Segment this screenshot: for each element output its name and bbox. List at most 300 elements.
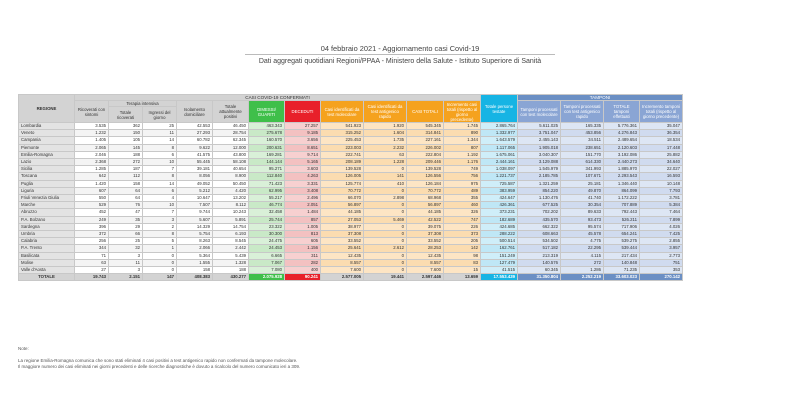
title-divider [245,54,555,55]
region-name: Marche [19,202,75,209]
table-cell: 8.557 [321,259,364,266]
table-cell: 1.221.737 [481,173,518,180]
table-cell: 3.408 [285,187,321,194]
table-cell: 2.120.603 [604,144,640,151]
table-cell: 3 [109,267,143,274]
table-cell: 5.611.025 [518,123,561,130]
table-cell: 8 [143,173,177,180]
table-cell: 205 [444,238,481,245]
total-cell: 270.142 [640,274,683,281]
table-cell: 39.181 [177,166,213,173]
table-cell: 545.345 [407,123,444,130]
header-molecolare: Casi identificati da test molecolare [321,101,364,123]
table-row [19,159,683,166]
table-cell: 25.744 [249,216,285,223]
region-name: P.A. Trento [19,245,75,252]
table-row [19,245,683,252]
table-cell: 25.641 [321,245,364,252]
total-cell: 17.553.439 [481,274,518,281]
table-cell: 47 [109,209,143,216]
table-cell: 25.181 [561,180,604,187]
table-cell: 7.464 [640,209,683,216]
table-cell: 15 [444,267,481,274]
header-persone: Totale persone testate [481,95,518,123]
table-cell: 677.525 [518,202,561,209]
table-cell: 93.473 [561,216,604,223]
table-row [19,252,683,259]
table-cell: 807 [444,144,481,151]
table-cell: 489 [444,187,481,194]
table-cell: 1.228 [364,159,407,166]
table-cell: 275.678 [249,130,285,137]
table-cell: 372 [75,231,109,238]
table-cell: 35.047 [640,123,683,130]
table-cell: 0 [143,252,177,259]
table-cell: 2.773 [640,252,683,259]
table-cell: 605 [285,238,321,245]
table-cell: 383.959 [481,187,518,194]
table-cell: 2.046 [75,151,109,158]
table-cell: 83 [444,259,481,266]
table-cell: 3.040.307 [518,151,561,158]
table-cell: 24.475 [249,238,285,245]
table-cell: 1.038.097 [481,166,518,173]
table-cell: 344 [75,245,109,252]
table-cell: 0 [143,267,177,274]
table-cell: 500.514 [481,238,518,245]
table-cell: 311 [285,252,321,259]
table-cell: 28.253 [407,245,444,252]
notes-line: La regione Emilia-Romagna comunica che sono stati eliminati 4 casi positivi a test antigenico rapido non confermati da tampone molecolare. [18,357,298,363]
table-cell: 150 [109,130,143,137]
table-cell: 10.243 [213,209,249,216]
table-cell: 3.331 [285,180,321,187]
table-cell: 139.528 [321,166,364,173]
table-cell: 36.354 [640,130,683,137]
header-group-cases: CASI COVID-19 CONFERMATI [75,95,481,101]
table-cell: 4.263 [285,173,321,180]
table-cell: 1.005 [285,223,321,230]
table-row [19,180,683,187]
table-cell: 44.185 [321,209,364,216]
table-cell: 256 [75,238,109,245]
table-cell: 32.458 [249,209,285,216]
table-cell: 107.671 [561,173,604,180]
table-cell: 188 [213,267,249,274]
table-cell: 2.489.654 [604,137,640,144]
table-cell: 3.192.086 [604,151,640,158]
region-name: Lazio [19,159,75,166]
table-cell: 34.511 [561,137,604,144]
table-cell: 42.553 [177,123,213,130]
table-cell: 288.222 [481,231,518,238]
table-cell: 222.804 [407,151,444,158]
table-row [19,195,683,202]
table-cell: 341.993 [561,166,604,173]
table-cell: 5.607 [177,216,213,223]
table-cell: 58.108 [213,159,249,166]
table-cell: 227.161 [407,137,444,144]
region-name: Calabria [19,238,75,245]
table-cell: 112 [109,173,143,180]
table-cell: 89.633 [561,209,604,216]
table-row [19,267,683,274]
table-cell: 3.656 [285,137,321,144]
table-cell: 169.281 [249,151,285,158]
table-cell: 60.782 [177,137,213,144]
table-cell: 160.570 [249,137,285,144]
table-cell: 10 [143,159,177,166]
table-cell: 1.344 [444,137,481,144]
total-cell: 2.597.446 [407,274,444,281]
table-row [19,130,683,137]
table-cell: 187 [109,166,143,173]
table-cell: 98 [444,252,481,259]
table-cell: 16.593 [640,173,683,180]
notes [18,346,300,371]
table-cell: 1.172.222 [604,195,640,202]
table-cell: 127.479 [481,259,518,266]
table-cell: 2.612 [364,245,407,252]
table-cell: 792.443 [604,209,640,216]
table-cell: 1.643.579 [481,137,518,144]
table-cell: 14 [143,180,177,187]
table-cell: 39.075 [407,223,444,230]
table-cell: 614.330 [561,159,604,166]
table-cell: 4.276.843 [604,130,640,137]
table-row [19,238,683,245]
table-row [19,209,683,216]
table-cell: 7.899 [640,216,683,223]
table-cell: 63 [75,259,109,266]
table-cell: 55.445 [177,159,213,166]
table-cell: 43.800 [213,151,249,158]
table-cell: 452 [75,209,109,216]
table-cell: 9.185 [285,130,321,137]
total-cell: 2.252.219 [561,274,604,281]
table-cell: 424.685 [481,223,518,230]
table-cell: 2.065 [75,144,109,151]
table-cell: 8.112 [213,202,249,209]
header-antigenico: Casi identificati da test antigenico rapido [364,101,407,123]
table-cell: 4.420 [213,187,249,194]
table-cell: 200.631 [249,144,285,151]
table-cell: 71 [75,252,109,259]
table-cell: 60.345 [518,267,561,274]
table-cell: 105 [109,137,143,144]
table-cell: 1.130.476 [518,195,561,202]
table-cell: 27.293 [177,130,213,137]
table-cell: 27.257 [285,123,321,130]
table-cell: 158 [177,267,213,274]
table-row [19,223,683,230]
table-cell: 6 [143,187,177,194]
covid-cases-table [18,94,683,281]
header-ti-totale: Totale ricoverati [109,107,143,123]
table-cell: 38.977 [321,223,364,230]
header-tamp-mol: Tamponi processati con test molecolare [518,101,561,123]
region-name: Sicilia [19,166,75,173]
table-cell: 28.754 [213,130,249,137]
table-cell: 64 [109,187,143,194]
table-cell: 25.882 [640,151,683,158]
table-cell: 141 [364,173,407,180]
table-cell: 1.675.061 [481,151,518,158]
table-cell: 550 [75,195,109,202]
table-cell: 3.751.047 [518,130,561,137]
table-cell: 702.202 [518,209,561,216]
table-cell: 22.295 [561,245,604,252]
table-cell: 33.552 [407,238,444,245]
table-cell: 1.346.440 [604,180,640,187]
page-title: 04 febbraio 2021 - Aggiornamento casi Covid-19 [320,44,480,53]
header-positivi: Totale attualmente positivi [213,101,249,123]
header-incremento: Incremento casi totali (rispetto al giorno precedente) [444,101,481,123]
table-cell: 6.193 [213,231,249,238]
table-row [19,151,683,158]
table-cell: 1.176 [444,159,481,166]
table-cell: 182.689 [481,216,518,223]
table-cell: 8.056 [177,173,213,180]
table-cell: 151.249 [481,252,518,259]
table-cell: 2.051 [285,202,321,209]
total-cell: 2.151 [109,274,143,281]
table-cell: 35 [109,216,143,223]
table-cell: 208.189 [321,159,364,166]
table-cell: 8.263 [177,238,213,245]
header-tamp-ant: Tamponi processati con test antigenico rapido [561,101,604,123]
table-body [19,123,683,281]
table-cell: 1.484 [285,209,321,216]
table-cell: 0 [364,267,407,274]
table-cell: 453.856 [561,130,604,137]
table-cell: 534.502 [518,238,561,245]
table-cell: 7.507 [177,202,213,209]
table-cell: 1.604 [364,130,407,137]
table-cell: 362 [109,123,143,130]
table-cell: 25 [109,238,143,245]
table-cell: 3.603 [285,166,321,173]
table-cell: 0 [364,209,407,216]
table-cell: 7.793 [640,187,683,194]
table-cell: 33.552 [321,238,364,245]
table-cell: 70.772 [321,187,364,194]
table-cell: 30.354 [561,202,604,209]
table-cell: 1.735 [364,137,407,144]
table-cell: 1.232 [75,130,109,137]
table-cell: 10.148 [640,180,683,187]
table-row [19,137,683,144]
table-cell: 0 [364,187,407,194]
table-cell: 539.275 [604,238,640,245]
table-cell: 373 [444,231,481,238]
table-cell: 1.328 [213,259,249,266]
table-cell: 654.241 [604,231,640,238]
table-cell: 5.469 [364,216,407,223]
table-cell: 2 [143,223,177,230]
table-row [19,187,683,194]
table-cell: 55.217 [249,195,285,202]
total-label: TOTALE [19,274,75,281]
table-cell: 9.714 [285,151,321,158]
table-cell: 1.192 [444,151,481,158]
table-cell: 71.423 [249,180,285,187]
table-cell: 12.435 [407,252,444,259]
table-cell: 426.361 [481,202,518,209]
table-cell: 140.848 [604,259,640,266]
table-cell: 95.574 [561,223,604,230]
table-cell: 1.286 [561,267,604,274]
table-cell: 1 [143,245,177,252]
table-cell: 23.322 [249,223,285,230]
table-row [19,144,683,151]
total-cell: 430.277 [213,274,249,281]
table-cell: 66 [109,231,143,238]
table-cell: 225.453 [321,137,364,144]
table-cell: 396 [75,223,109,230]
table-cell: 222.741 [321,151,364,158]
table-cell: 49.870 [561,187,604,194]
table-cell: 3.957 [640,245,683,252]
table-row [19,123,683,130]
total-cell: 33.603.023 [604,274,640,281]
total-cell: 31.350.804 [518,274,561,281]
table-cell: 717.906 [604,223,640,230]
total-cell: 408.383 [177,274,213,281]
table-cell: 7.067 [249,259,285,266]
table-cell: 62.345 [213,137,249,144]
header-tamp-tot: TOTALE tamponi effettuati [604,101,640,123]
table-cell: 8 [143,231,177,238]
table-cell: 14 [143,137,177,144]
header-group-swabs: TAMPONI [518,95,683,101]
table-cell: 29 [109,223,143,230]
table-cell: 56.897 [321,202,364,209]
table-cell: 2.066 [177,245,213,252]
table-cell: 68.968 [407,195,444,202]
table-cell: 1.555 [177,259,213,266]
region-name: Molise [19,259,75,266]
table-cell: 460 [444,202,481,209]
table-cell: 272 [109,159,143,166]
region-name: Veneto [19,130,75,137]
table-cell: 34.640 [640,159,683,166]
table-cell: 188 [109,151,143,158]
header-deceduti: DECEDUTI [285,101,321,123]
table-cell: 725.587 [481,180,518,187]
table-cell: 1.156 [285,245,321,252]
table-cell: 126.556 [407,173,444,180]
region-name: Liguria [19,187,75,194]
table-cell: 6.665 [249,252,285,259]
table-cell: 1.885.970 [604,166,640,173]
total-cell: 13.659 [444,274,481,281]
total-cell: 147 [143,274,177,281]
table-row [19,259,683,266]
table-cell: 2.444.161 [481,159,518,166]
table-cell: 662.322 [518,223,561,230]
table-cell: 18.534 [640,137,683,144]
header-isolamento: Isolamento domiciliare [177,101,213,123]
table-cell: 747 [444,216,481,223]
region-name: Basilicata [19,252,75,259]
table-cell: 126.005 [321,173,364,180]
total-cell: 90.241 [285,274,321,281]
region-name: Emilia-Romagna [19,151,75,158]
header-dimessi: DIMESSI/ GUARITI [249,101,285,123]
table-cell: 56.897 [407,202,444,209]
table-cell: 7.080 [249,267,285,274]
table-cell: 749 [444,166,481,173]
table-row [19,231,683,238]
table-cell: 8.545 [213,238,249,245]
table-cell: 63 [364,151,407,158]
table-cell: 5.165 [285,159,321,166]
table-cell: 1.545.979 [518,166,561,173]
table-cell: 32 [109,245,143,252]
table-cell: 5.439 [213,252,249,259]
table-cell: 0 [364,252,407,259]
table-cell: 95.271 [249,166,285,173]
table-cell: 12.000 [213,144,249,151]
header-casi-totali: CASI TOTALI [407,101,444,123]
table-cell: 1.405 [75,137,109,144]
table-cell: 45.578 [561,231,604,238]
table-cell: 71.235 [604,267,640,274]
table-cell: 140.576 [518,259,561,266]
table-cell: 642 [75,173,109,180]
table-cell: 5.776.361 [604,123,640,130]
table-cell: 9.622 [177,144,213,151]
table-cell: 0 [364,223,407,230]
table-cell: 3.535 [75,123,109,130]
table-cell: 165.335 [561,123,604,130]
table-cell: 607 [75,187,109,194]
table-cell: 314.841 [407,130,444,137]
region-name: Puglia [19,180,75,187]
table-cell: 27 [75,267,109,274]
total-cell: 19.743 [75,274,109,281]
table-cell: 813 [285,231,321,238]
table-cell: 1.332.977 [481,130,518,137]
table-cell: 64 [109,195,143,202]
table-cell: 0 [364,238,407,245]
region-name: Valle d'Aosta [19,267,75,274]
table-cell: 608.663 [518,231,561,238]
table-cell: 70.772 [407,187,444,194]
table-cell: 272 [561,259,604,266]
table-cell: 4.026 [640,223,683,230]
table-cell: 1.420 [75,180,109,187]
page-subtitle: Dati aggregati quotidiani Regioni/PPAA - Ministero della Salute - Istituto Superiore di Sanità [258,58,542,65]
table-row [19,173,683,180]
table-cell: 8.557 [407,259,444,266]
table-cell: 8 [143,144,177,151]
table-cell: 5.891 [213,216,249,223]
table-cell: 5 [143,238,177,245]
table-cell: 756 [444,173,481,180]
table-cell: 8.651 [285,144,321,151]
region-name: Abruzzo [19,209,75,216]
header-ricoverati: Ricoverati con sintomi [75,101,109,123]
table-cell: 5.212 [177,187,213,194]
table-cell: 226 [444,223,481,230]
table-cell: 0 [364,166,407,173]
region-name: Friuli Venezia Giulia [19,195,75,202]
table-cell: 5.384 [640,202,683,209]
table-cell: 5.754 [177,231,213,238]
region-name: P.A. Bolzano [19,216,75,223]
